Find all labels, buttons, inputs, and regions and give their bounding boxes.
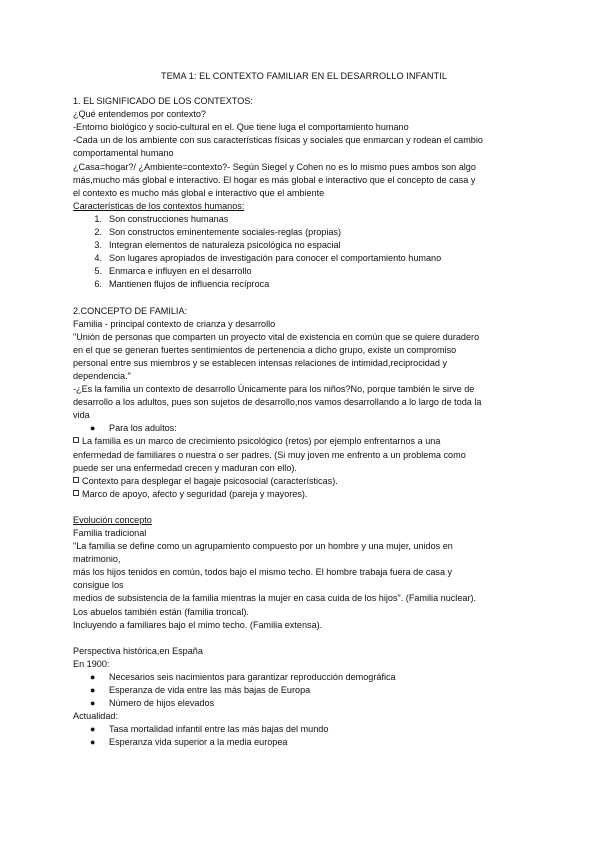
paragraph: vida (73, 410, 90, 421)
bullet-icon: ● (90, 724, 96, 735)
paragraph: en el que se generan fuertes sentimientos de pertenencia a dicho grupo, existe un compromiso (73, 344, 457, 355)
characteristics-list (73, 213, 535, 292)
today-list (73, 723, 535, 749)
document-title: TEMA 1: EL CONTEXTO FAMILIAR EN EL DESARROLLO INFANTIL (160, 71, 448, 81)
paragraph: más,mucho más global e interactivo. El hogar es más global e interactivo que el concepto de casa y (73, 174, 476, 185)
paragraph: consigue los (73, 580, 124, 591)
paragraph: enfermedad de familiares o nuestra o ser padres. (Si muy joven me enfrento a un problema como (73, 449, 466, 460)
paragraph: Los abuelos también están (familia troncal). (73, 606, 249, 617)
section1-heading: 1. EL SIGNIFICADO DE LOS CONTEXTOS: (73, 96, 253, 107)
list-item: ● Número de hijos elevados (109, 697, 535, 710)
paragraph: puede ser una enfermedad crecen y maduran con ello). (73, 462, 297, 473)
paragraph: comportamental humano (73, 148, 174, 159)
list-item: ● Necesarios seis nacimientos para garantizar reproducción demográfica (109, 671, 535, 684)
paragraph: ¿Casa=hogar?/ ¿Ambiente=contexto?- Según Siegel y Cohen no es lo mismo pues ambos son algo (73, 161, 476, 172)
paragraph: medios de subsistencia de la familia mientras la mujer en casa cuida de los hijos". (Familia nuclear). (73, 593, 477, 604)
checkbox-square-icon (73, 490, 79, 496)
characteristics-heading: Características de los contextos humanos: (73, 200, 245, 211)
section2-heading: 2.CONCEPTO DE FAMILIA: (73, 305, 188, 316)
list-item: 4. Son lugares apropiados de investigación para conocer el comportamiento humano (94, 253, 442, 264)
paragraph: Marco de apoyo, afecto y seguridad (pareja y mayores). (73, 488, 535, 501)
document-page (73, 70, 535, 750)
paragraph: ¿Qué entendemos por contexto? (73, 109, 206, 120)
paragraph: -¿Es la familia un contexto de desarrollo Únicamente para los niños?No, porque también le sirve de (73, 384, 475, 395)
list-item: 3. Integran elementos de naturaleza psicológica no espacial (94, 240, 341, 251)
checkbox-square-icon (73, 477, 79, 483)
checkbox-square-icon (73, 437, 79, 443)
adults-list (73, 422, 535, 435)
list-item: 2. Son constructos eminentemente sociales-reglas (propias) (94, 227, 342, 238)
paragraph: más los hijos tenidos en común, todos bajo el mismo techo. El hombre trabaja fuera de casa y (73, 567, 453, 578)
paragraph: Contexto para desplegar el bagaje psicosocial (características). (73, 475, 535, 488)
list-item: ● Esperanza de vida entre las más bajas de Europa (109, 684, 535, 697)
list-item: ● Esperanza vida superior a la media europea (109, 736, 535, 749)
paragraph: el contexto es mucho más global e interactivo que el ambiente (73, 187, 325, 198)
paragraph: -Cada un de los ambiente con sus características físicas y sociales que enmarcan y rodean el cambio (73, 135, 483, 146)
paragraph: En 1900: (73, 658, 110, 669)
y1900-list (73, 671, 535, 710)
bullet-icon: ● (90, 685, 96, 696)
paragraph: Actualidad: (73, 711, 118, 722)
paragraph: desarrollo a los adultos, pues son sujetos de desarrollo,nos vamos desarrollando a lo largo de toda la (73, 397, 482, 408)
list-item: 6. Mantienen flujos de influencia recíproca (94, 279, 270, 290)
history-heading: Perspectiva histórica,en España (73, 645, 203, 656)
list-item: ● Para los adultos: (109, 422, 535, 435)
paragraph: Familia - principal contexto de crianza y desarrollo (73, 318, 276, 329)
bullet-icon: ● (90, 698, 96, 709)
paragraph: Incluyendo a familiares bajo el mimo techo. (Familia extensa). (73, 619, 323, 630)
paragraph: -Entorno biológico y socio-cultural en el. Que tiene luga el comportamiento humano (73, 122, 409, 133)
bullet-icon: ● (90, 671, 96, 682)
paragraph: "La familia se define como un agrupamiento compuesto por un hombre y una mujer, unidos en (73, 541, 453, 552)
bullet-icon: ● (90, 737, 96, 748)
paragraph: Familia tradicional (73, 528, 147, 538)
paragraph: personal entre sus miembros y se establecen intensas relaciones de intimidad,reciprocidad y (73, 357, 448, 368)
list-item: 5. Enmarca e influyen en el desarrollo (94, 266, 252, 277)
evolution-heading: Evolución concepto (73, 514, 152, 525)
bullet-icon: ● (90, 423, 96, 434)
paragraph: "Unión de personas que comparten un proyecto vital de existencia en común que se quiere duradero (73, 331, 480, 342)
paragraph: dependencia." (73, 370, 131, 381)
paragraph: La familia es un marco de crecimiento psicológico (retos) por ejemplo enfrentarnos a una (73, 435, 535, 448)
list-item: ● Tasa mortalidad infantil entre las más bajas del mundo (109, 723, 535, 736)
paragraph: matrimonio, (73, 554, 121, 565)
list-item: 1. Son construcciones humanas (94, 213, 229, 224)
